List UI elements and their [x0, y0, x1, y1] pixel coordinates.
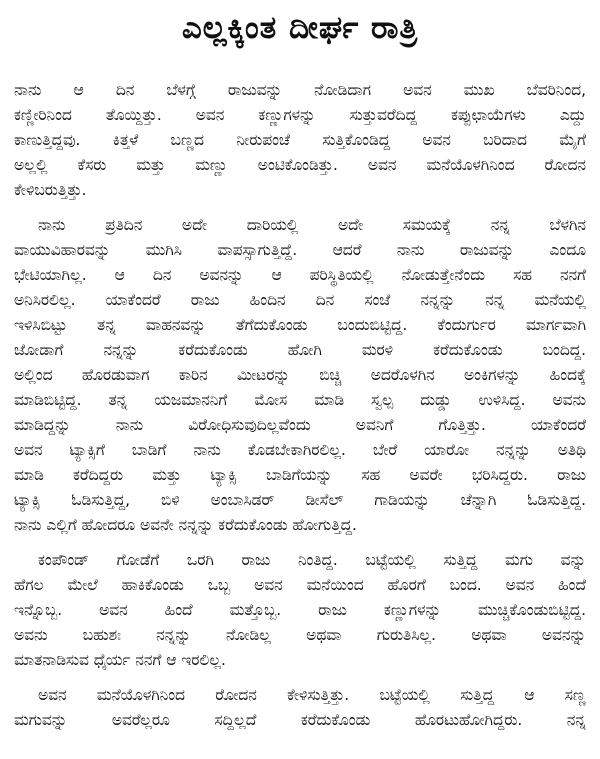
text-line: ವಾಯುವಿಹಾರವನ್ನು ಮುಗಿಸಿ ವಾಪಸ್ಸಾಗುತ್ತಿದ್ದೆ. ಆದರೆ ನಾನು ರಾಜುವನ್ನು ಎಂದೂ [14, 241, 586, 259]
text-line: ಮಾಡಿದ್ದನ್ನು ನಾನು ವಿರೋಧಿಸುವುದಿಲ್ಲವೆಂದು ಅವನಿಗೆ ಗೊತ್ತಿತ್ತು. ಯಾಕೆಂದರೆ [14, 416, 586, 434]
text-line: ನಾನು ಆ ದಿನ ಬೆಳಗ್ಗೆ ರಾಜುವನ್ನು ನೋಡಿದಾಗ ಅವನ ಮುಖ ಬೆವರಿನಿಂದ, [14, 81, 586, 99]
text-line: ಅಲ್ಲಿಂದ ಹೊರಡುವಾಗ ಕಾರಿನ ಮೀಟರನ್ನು ಬಿಚ್ಚಿ ಅದರೊಳಗಿನ ಅಂಕಿಗಳನ್ನು ಹಿಂದಕ್ಕೆ [14, 366, 586, 384]
text-line: ಹೆಗಲ ಮೇಲೆ ಹಾಕಿಕೊಂಡು ಒಬ್ಬ ಅವನ ಮನೆಯಿಂದ ಹೊರಗೆ ಬಂದ. ಅವನ ಹಿಂದೆ [14, 576, 586, 594]
text-line: ಮಾಡಿ ಕರೆದಿದ್ದರು ಮತ್ತು ಟ್ಯಾಕ್ಸಿ ಬಾಡಿಗೆಯನ್ನು ಸಹ ಅವರೇ ಭರಿಸಿದ್ದರು. ರಾಜು [14, 466, 586, 484]
text-line: ಕಾಣುತ್ತಿದ್ದವು. ಕಿತ್ತಳೆ ಬಣ್ಣದ ನೀರುಪಂಚೆ ಸುತ್ತಿಕೊಂಡಿದ್ದ ಅವನ ಬರಿದಾದ ಮೈಗೆ [14, 131, 586, 149]
text-line: ಭೇಟಿಯಾಗಿಲ್ಲ. ಆ ದಿನ ಅವನನ್ನು ಆ ಪರಿಸ್ಥಿತಿಯಲ್ಲಿ ನೋಡುತ್ತೇನೆಂದು ಸಹ ನನಗೆ [14, 266, 586, 284]
text-line: ಅವನ ಟ್ಯಾಕ್ಸಿಗೆ ಬಾಡಿಗೆ ನಾನು ಕೊಡಬೇಕಾಗಿರಲಿಲ್ಲ. ಬೇರೆ ಯಾರೋ ನನ್ನನ್ನು ಅತಿಥಿ [14, 441, 586, 459]
paragraph-2 [14, 213, 586, 538]
text-line: ಜೋಡಾಗೆ ನನ್ನನ್ನು ಕರೆದುಕೊಂಡು ಹೋಗಿ ಮರಳಿ ಕರೆದುಕೊಂಡು ಬಂದಿದ್ದ. [14, 341, 586, 359]
text-line: ಕೇಳಿಬರುತ್ತಿತ್ತು. [14, 181, 87, 199]
paragraph-3 [14, 548, 586, 673]
text-line: ಟ್ಯಾಕ್ಸಿ ಓಡಿಸುತ್ತಿದ್ದ, ಬಿಳಿ ಅಂಬಾಸಿಡರ್ ಡೀಸೆಲ್ ಗಾಡಿಯನ್ನು ಚೆನ್ನಾಗಿ ಓಡಿಸುತ್ತಿದ್ದ. [14, 491, 586, 509]
text-line: ಅಲ್ಲಲ್ಲಿ ಕೆಸರು ಮತ್ತು ಮಣ್ಣು ಅಂಟಿಕೊಂಡಿತ್ತು. ಅವನ ಮನೆಯೊಳಗಿನಿಂದ ರೋದನ [14, 156, 586, 174]
text-line: ಅನಿಸಿರಲಿಲ್ಲ. ಯಾಕೆಂದರೆ ರಾಜು ಹಿಂದಿನ ದಿನ ಸಂಜೆ ನನ್ನನ್ನು ನನ್ನ ಮನೆಯಲ್ಲಿ [14, 291, 586, 309]
text-line: ಕಣ್ಣೀರಿನಿಂದ ತೊಯ್ದಿತ್ತು. ಅವನ ಕಣ್ಣುಗಳನ್ನು ಸುತ್ತುವರೆದಿದ್ದ ಕಪ್ಪುಛಾಯೆಗಳು ಎದ್ದು [14, 106, 586, 124]
text-line: ನಾನು ಎಲ್ಲಿಗೆ ಹೋದರೂ ಅವನೇ ನನ್ನನ್ನು ಕರೆದುಕೊಂಡು ಹೋಗುತ್ತಿದ್ದ. [14, 516, 357, 534]
document-title: ಎಲ್ಲಕ್ಕಿಂತ ದೀರ್ಘ ರಾತ್ರಿ [181, 10, 419, 46]
text-line: ಮಗುವನ್ನು ಅವರೆಲ್ಲರೂ ಸದ್ದಿಲ್ಲದೆ ಕರೆದುಕೊಂಡು ಹೊರಟುಹೋಗಿದ್ದರು. ನನ್ನ [14, 711, 586, 729]
paragraph-4 [14, 683, 586, 733]
text-line: ಅವನ ಮನೆಯೊಳಗಿನಿಂದ ರೋದನ ಕೇಳಿಸುತ್ತಿತ್ತು. ಬಟ್ಟೆಯಲ್ಲಿ ಸುತ್ತಿದ್ದ ಆ ಸಣ್ಣ [38, 686, 586, 704]
text-line: ನಾನು ಪ್ರತಿದಿನ ಅದೇ ದಾರಿಯಲ್ಲಿ ಅದೇ ಸಮಯಕ್ಕೆ ನನ್ನ ಬೆಳಗಿನ [38, 216, 586, 234]
text-line: ಇಳಿಸಿಬಿಟ್ಟು ತನ್ನ ವಾಹನವನ್ನು ತೆಗೆದುಕೊಂಡು ಬಂದುಬಿಟ್ಟಿದ್ದ. ಕೆಂದುರ್ಗುರ ಮಾರ್ಗವಾಗಿ [14, 316, 586, 334]
text-line: ಮಾತನಾಡಿಸುವ ಧೈರ್ಯ ನನಗೆ ಆ ಇರಲಿಲ್ಲ. [14, 651, 226, 669]
text-line: ಮಾಡಿಬಿಟ್ಟಿದ್ದ. ತನ್ನ ಯಜಮಾನನಿಗೆ ಮೋಸ ಮಾಡಿ ಸ್ವಲ್ಪ ದುಡ್ಡು ಉಳಿಸಿದ್ದ. ಅವನು [14, 391, 586, 409]
text-line: ಇನ್ನೊಬ್ಬ. ಅವನ ಹಿಂದೆ ಮತ್ತೊಬ್ಬ. ರಾಜು ಕಣ್ಣುಗಳನ್ನು ಮುಚ್ಚಿಕೊಂಡುಬಿಟ್ಟಿದ್ದ. [14, 601, 586, 619]
text-line: ಅವನು ಬಹುಶಃ ನನ್ನನ್ನು ನೋಡಿಲ್ಲ ಅಥವಾ ಗುರುತಿಸಿಲ್ಲ. ಅಥವಾ ಅವನನ್ನು [14, 626, 586, 644]
text-line: ಕಂಪೌಂಡ್ ಗೋಡೆಗೆ ಒರಗಿ ರಾಜು ನಿಂತಿದ್ದ. ಬಟ್ಟೆಯಲ್ಲಿ ಸುತ್ತಿದ್ದ ಮಗು ವನ್ನು [38, 551, 586, 569]
paragraph-1 [14, 78, 586, 203]
